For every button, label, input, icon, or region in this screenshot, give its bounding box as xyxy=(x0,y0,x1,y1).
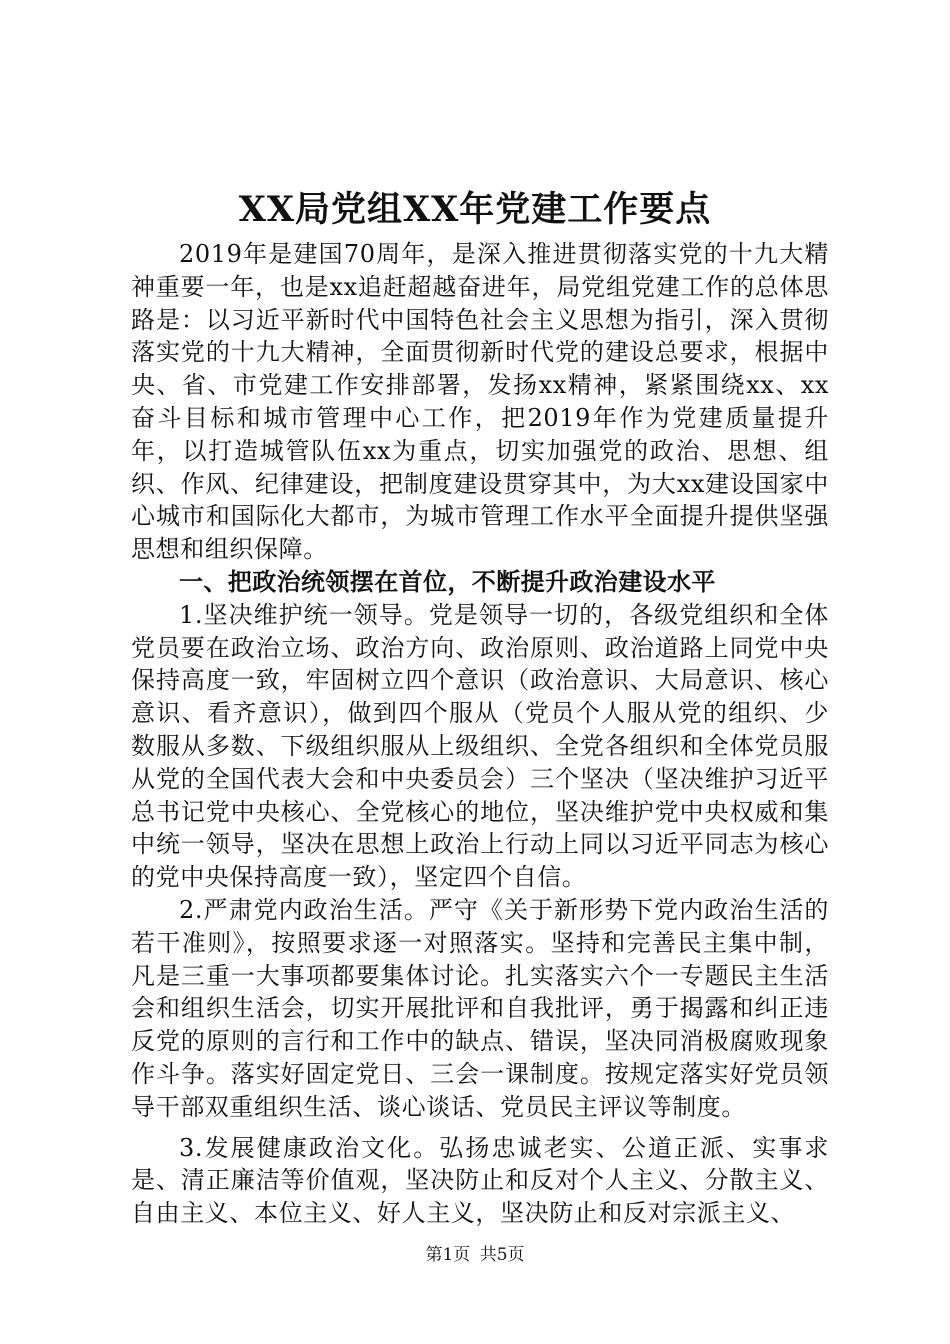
section-heading-1: 一、把政治统领摆在首位，不断提升政治建设水平 xyxy=(179,566,716,596)
document-title: XX局党组XX年党建工作要点 xyxy=(238,189,712,230)
intro-paragraph: 2019年是建国70周年，是深入推进贯彻落实党的十九大精神重要一年，也是xx追赶超越奋进年，局党组党建工作的总体思路是：以习近平新时代中国特色社会主义思想为指引，深入贯彻落实党的十九大精神，全面贯彻新时代党的建设总要求，根据中央、省、市党建工作安排部署，发扬xx精神，紧紧围绕xx、xx奋斗目标和城市管理中心工作，把2019年作为党建质量提升年，以打造城管队伍xx为重点，切实加强党的政治、思想、组织、作风、纪律建设，把制度建设贯穿其中，为大xx建设国家中心城市和国际化大都市，为城市管理工作水平全面提升提供坚强思想和组织保障。 xyxy=(131,240,829,564)
paragraph-item-2: 2.严肃党内政治生活。严守《关于新形势下党内政治生活的若干准则》，按照要求逐一对照落实。坚持和完善民主集中制，凡是三重一大事项都要集体讨论。扎实落实六个一专题民主生活会和组织生活会，切实开展批评和自我批评，勇于揭露和纠正违反党的原则的言行和工作中的缺点、错误，坚决同消极腐败现象作斗争。落实好固定党日、三会一课制度。按规定落实好党员领导干部双重组织生活、谈心谈话、党员民主评议等制度。 xyxy=(131,895,829,1121)
page-footer: 第1页 共5页 xyxy=(425,1245,525,1265)
paragraph-item-3: 3.发展健康政治文化。弘扬忠诚老实、公道正派、实事求是、清正廉洁等价值观，坚决防止和反对个人主义、分散主义、自由主义、本位主义、好人主义，坚决防止和反对宗派主义、 xyxy=(131,1133,829,1228)
paragraph-item-1: 1.坚决维护统一领导。党是领导一切的，各级党组织和全体党员要在政治立场、政治方向、政治原则、政治道路上同党中央保持高度一致，牢固树立四个意识（政治意识、大局意识、核心意识、看齐意识），做到四个服从（党员个人服从党的组织、少数服从多数、下级组织服从上级组织、全党各组织和全体党员服从党的全国代表大会和中央委员会）三个坚决（坚决维护习近平总书记党中央核心、全党核心的地位，坚决维护党中央权威和集中统一领导，坚决在思想上政治上行动上同以习近平同志为核心的党中央保持高度一致），坚定四个自信。 xyxy=(131,600,829,892)
document-body xyxy=(131,238,829,1230)
